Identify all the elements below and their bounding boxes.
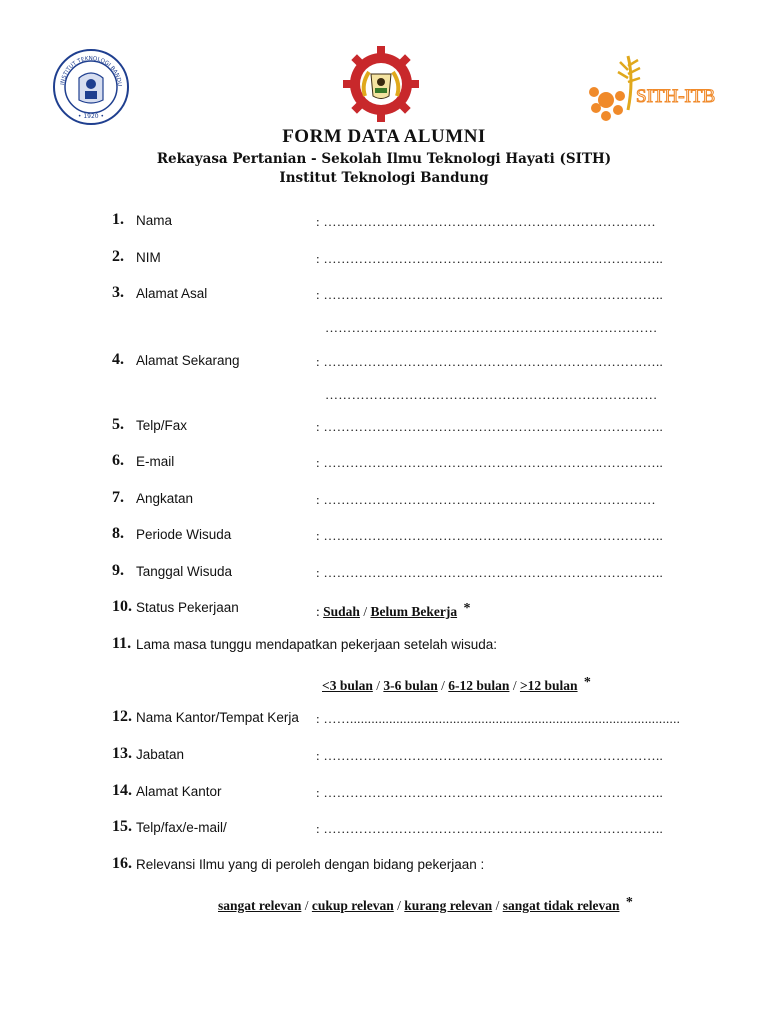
field-number: 15. <box>112 818 132 835</box>
field-label-kontak-kantor: Telp/fax/e-mail/ <box>136 820 227 835</box>
field-label-telp-fax: Telp/Fax <box>136 418 188 433</box>
field-input-alamat-kantor[interactable]: : ………………………………………………………………….. <box>316 785 664 800</box>
asterisk-note: * <box>625 895 633 910</box>
field-input-angkatan[interactable]: : ………………………………………………………………… <box>316 492 656 507</box>
field-number: 16. <box>112 855 132 872</box>
field-row-masa-tunggu <box>112 635 692 657</box>
option-less-3-bulan[interactable]: <3 bulan <box>322 678 373 693</box>
field-label-nama-kantor: Nama Kantor/Tempat Kerja <box>136 710 299 725</box>
option-sangat-relevan[interactable]: sangat relevan <box>218 898 302 913</box>
field-input-email[interactable]: : ………………………………………………………………….. <box>316 455 664 470</box>
field-label-periode-wisuda: Periode Wisuda <box>136 527 232 542</box>
field-number: 3. <box>112 284 124 301</box>
option-separator: / <box>441 678 445 693</box>
field-label-jabatan: Jabatan <box>136 747 185 762</box>
rekayasa-pertanian-gear-logo <box>341 44 421 124</box>
option-separator: / <box>376 678 380 693</box>
field-label-email: E-mail <box>136 454 175 469</box>
option-separator: / <box>397 898 401 913</box>
svg-text:• 1920 •: • 1920 • <box>77 113 105 120</box>
field-number: 1. <box>112 211 124 228</box>
field-number: 9. <box>112 562 124 579</box>
option-more-12-bulan[interactable]: >12 bulan <box>519 678 578 693</box>
status-colon: : <box>316 604 320 619</box>
field-number: 5. <box>112 416 124 433</box>
field-input-alamat-asal-line2[interactable]: ………………………………………………………………… <box>325 320 658 335</box>
field-label-angkatan: Angkatan <box>136 491 194 506</box>
field-number: 12. <box>112 708 132 725</box>
wait-options <box>322 675 591 694</box>
option-kurang-relevan[interactable]: kurang relevan <box>404 898 493 913</box>
option-cukup-relevan[interactable]: cukup relevan <box>311 898 394 913</box>
field-label-masa-tunggu: Lama masa tunggu mendapatkan pekerjaan setelah wisuda: <box>136 637 497 652</box>
field-number: 8. <box>112 525 124 542</box>
option-separator: / <box>512 678 517 693</box>
field-number: 11. <box>112 635 132 652</box>
field-input-periode-wisuda[interactable]: : ………………………………………………………………….. <box>316 528 664 543</box>
field-input-nama-kantor[interactable]: : ……............................................................................................. <box>316 711 681 726</box>
field-number: 7. <box>112 489 124 506</box>
field-label-alamat-kantor: Alamat Kantor <box>136 784 222 799</box>
field-number: 4. <box>112 351 124 368</box>
option-sudah[interactable]: Sudah <box>323 604 360 619</box>
field-number: 10. <box>112 598 132 615</box>
svg-text:SITH-ITB: SITH-ITB <box>636 86 716 107</box>
field-input-tanggal-wisuda[interactable]: : ………………………………………………………………….. <box>316 565 664 580</box>
option-separator: / <box>363 604 368 619</box>
asterisk-note: * <box>463 601 471 616</box>
option-6-12-bulan[interactable]: 6-12 bulan <box>448 678 510 693</box>
field-label-tanggal-wisuda: Tanggal Wisuda <box>136 564 233 579</box>
field-number: 6. <box>112 452 124 469</box>
field-label-nim: NIM <box>136 250 161 265</box>
option-sangat-tidak-relevan[interactable]: sangat tidak relevan <box>502 898 620 913</box>
field-number: 13. <box>112 745 132 762</box>
option-3-6-bulan[interactable]: 3-6 bulan <box>383 678 438 693</box>
subtitle-institute: Institut Teknologi Bandung <box>279 170 489 186</box>
field-input-kontak-kantor[interactable]: : ………………………………………………………………….. <box>316 821 664 836</box>
field-number: 2. <box>112 248 124 265</box>
field-label-alamat-sekarang: Alamat Sekarang <box>136 353 240 368</box>
field-input-alamat-sekarang[interactable]: : ………………………………………………………………….. <box>316 354 664 369</box>
field-input-alamat-asal[interactable]: : ………………………………………………………………….. <box>316 287 664 302</box>
form-title: FORM DATA ALUMNI <box>282 126 486 147</box>
field-label-relevansi: Relevansi Ilmu yang di peroleh dengan bidang pekerjaan : <box>136 857 485 872</box>
field-label-alamat-asal: Alamat Asal <box>136 286 208 301</box>
itb-seal-logo <box>52 48 130 126</box>
field-input-jabatan[interactable]: : ………………………………………………………………….. <box>316 748 664 763</box>
field-row-relevansi <box>112 855 692 877</box>
option-belum-bekerja[interactable]: Belum Bekerja <box>370 604 458 619</box>
field-input-telp-fax[interactable]: : ………………………………………………………………….. <box>316 419 664 434</box>
asterisk-note: * <box>583 675 591 690</box>
svg-text:INSTITUT TEKNOLOGI BANDUNG: INSTITUT TEKNOLOGI BANDU <box>60 55 123 87</box>
field-number: 14. <box>112 782 132 799</box>
relevance-options <box>218 895 633 914</box>
option-separator: / <box>304 898 309 913</box>
option-separator: / <box>495 898 500 913</box>
field-input-nim[interactable]: : ………………………………………………………………….. <box>316 251 664 266</box>
subtitle-program: Rekayasa Pertanian - Sekolah Ilmu Teknologi Hayati (SITH) <box>156 151 612 167</box>
field-label-nama: Nama <box>136 213 173 228</box>
sith-itb-logo <box>584 52 724 124</box>
field-input-nama[interactable]: : ………………………………………………………………… <box>316 214 656 229</box>
status-options <box>316 601 470 620</box>
field-label-status-pekerjaan: Status Pekerjaan <box>136 600 239 615</box>
field-input-alamat-sekarang-line2[interactable]: ………………………………………………………………… <box>325 387 658 402</box>
